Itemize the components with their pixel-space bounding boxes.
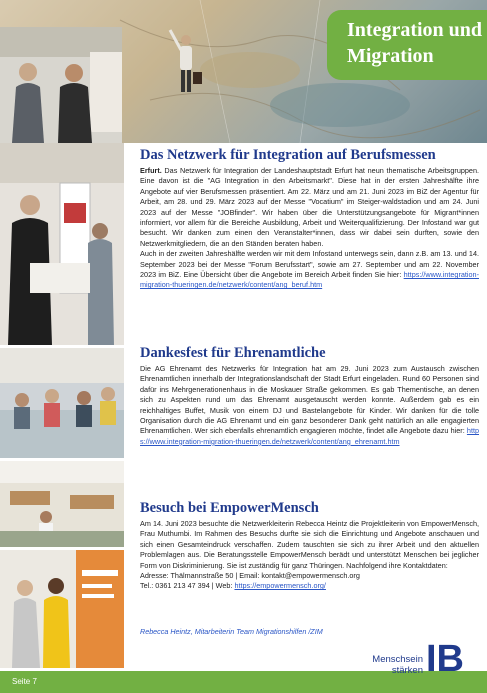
heading-berufsmessen: Das Netzwerk für Integration auf Berufsmessen <box>140 147 436 163</box>
contact-line: Tel.: 0361 213 47 394 | Web: <box>140 581 235 591</box>
title-line-1: Integration und <box>347 19 483 41</box>
lead-erfurt: Erfurt. <box>140 166 162 175</box>
text-empowermensch: Am 14. Juni 2023 besuchte die Netzwerkleiterin Rebecca Heintz die Projektleiterin von EmpowerMensch, Frau Muthumbi. Im Rahmen des Besuchs durfte sie sich die Einrichtung und Angebote anschauen und sich einen Gesamteindruck verschaffen. Zudem tauschten sie sich zu ihrer Arbeit und den aktuellen Problemlagen aus. Die Beratungsstelle EmpowerMensch berädt und unterstützt Menschen bei jeglicher Form von Diskriminierung. Sie ist zuständig für ganz Thüringen. Nachfolgend ihre Kontaktdaten: <box>140 519 479 570</box>
logo-mark-text: IB <box>426 638 464 676</box>
photo-community-room <box>0 461 124 547</box>
header-banner-image <box>0 0 487 143</box>
text-dankesfest: Die AG Ehrenamt des Netzwerks für Integration hat am 29. Juni 2023 zum Austausch zwischen Ehrenamtlichen innerhalb der Integrationslandschaft der Stadt Erfurt eingeladen. Rund 60 Personen sind dafür ins Mehrgenerationenhaus in die Moskauer Straße gekommen. Es gab Thementische, an denen sich zu Aspekten rund um das Ehrenamt ausgetauscht werden konnte. Außerdem gab es ein reichhaltiges Buffet, Musik von einem DJ und Bastelangebote für Kinder. Wir danken für die tolle Organisation durch die AG Ehrenamt und ein ganz besonderer Dank geht natürlich an alle engagierten Ehrenamtlichen. Wer sich ebenfalls ehrenamtlich engagieren möchte, findet alle Angebote dazu hier: <box>140 364 479 436</box>
heading-empowermensch: Besuch bei EmpowerMensch <box>140 500 319 516</box>
ib-logo <box>424 636 476 676</box>
paragraph-dankesfest <box>140 364 479 447</box>
logo-slogan-line-1: Menschsein <box>372 654 423 665</box>
photo-two-women-at-booth <box>0 27 122 143</box>
link-empowermensch[interactable]: https://empowermensch.org/ <box>234 581 326 591</box>
photo-info-stand <box>0 143 124 345</box>
link-ang-ehrenamt[interactable]: https://www.integration-migration-thueringen.de/netzwerk/content/ang_ehrenamt.htm <box>140 426 479 446</box>
businessman-figure <box>170 30 202 92</box>
address-line: Adresse: Thälmannstraße 50 | Email: kontakt@empowermensch.org <box>140 571 360 581</box>
heading-dankesfest: Dankesfest für Ehrenamtliche <box>140 345 326 361</box>
text-berufsmessen-2: Auch in der zweiten Jahreshälfte werden wir mit dem Infostand unterwegs sein, dann z.B. am 13. und 14. September 2023 bei der Messe "Forum Berufsstart", sowie am 27. September und am 22. November 2023 im BiZ. Eine Übersicht über die Angebote im Bereich Arbeit finden Sie hier: <box>140 249 479 280</box>
logo-slogan-line-2: stärken <box>391 665 423 676</box>
page-number: Seite 7 <box>12 677 37 686</box>
paragraph-empowermensch <box>140 519 479 592</box>
logo-slogan <box>367 654 423 676</box>
link-ang-beruf[interactable]: https://www.integration-migration-thueringen.de/netzwerk/content/ang_beruf.htm <box>140 270 479 290</box>
text-berufsmessen-1: Das Netzwerk für Integration der Landeshauptstadt Erfurt hat neun thematische Arbeitsgruppen. Eine davon ist die "AG Integration in den Arbeitsmarkt". Diese hat in der ersten Jahreshälfte ihre Angebote auf vier Berufsmessen präsentiert. Am 22. März und am 21. Juni 2023 im BiZ der Agentur für Arbeit, am 28. und 29. März 2023 auf der Messe "Vocatium" im Steiger-waldstadion und am 24. Juni 2023 auf der Messe "JOBfinder". Wir haben über die Unterstützungsangebote für Migrant*innen informiert, vor allem für die Bereiche Ausbildung, Arbeit und Weiterqualifizierung. Der Infostand war gut besucht. Wir danken zum einen den Veranstalter*innen, dass wir dabei sein durften, sowie den Netzwerkmitgliedern, die an den Ständen beraten haben. <box>140 166 479 248</box>
author-signature: Rebecca Heintz, Mitarbeiterin Team Migrationshilfen /ZIM <box>140 627 323 636</box>
photo-volunteer-party <box>0 348 124 458</box>
title-line-2: Migration <box>347 45 434 67</box>
section-title-box <box>327 10 487 80</box>
paragraph-berufsmessen <box>140 166 479 291</box>
photo-empowermensch-visit <box>0 550 124 668</box>
